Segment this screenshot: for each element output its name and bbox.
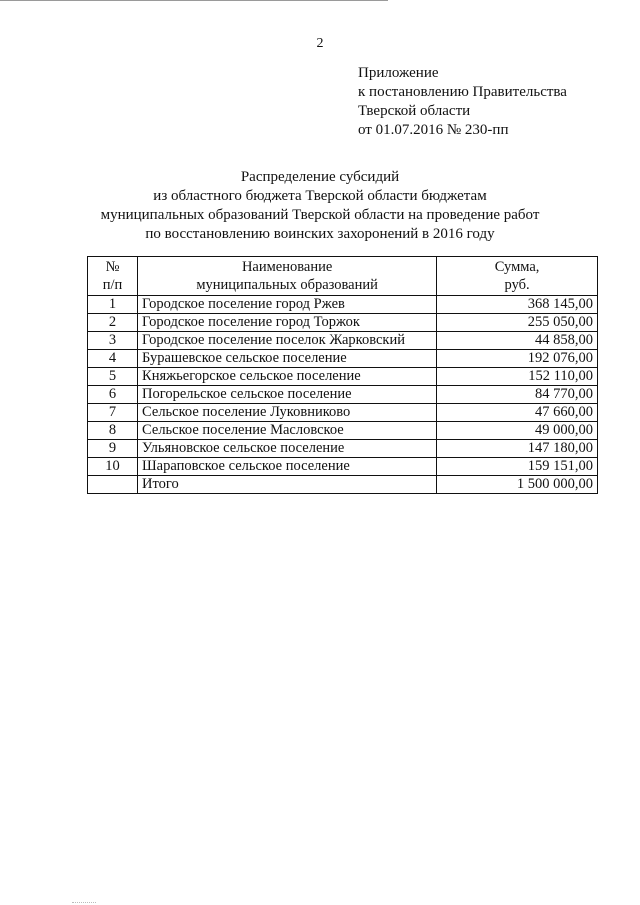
row-name: Сельское поселение Луковниково [138,404,437,422]
title-line-3: муниципальных образований Тверской области на проведение работ [100,207,540,223]
row-num: 3 [88,332,138,350]
header-sum [437,257,598,296]
row-num: 7 [88,404,138,422]
row-sum: 368 145,00 [437,296,598,314]
top-rule [0,0,388,1]
subsidies-table [87,256,598,494]
row-name: Ульяновское сельское поселение [138,440,437,458]
row-sum: 84 770,00 [437,386,598,404]
appendix-line-3: Тверской области [358,103,471,119]
header-sum-line-1: Сумма, [494,259,540,275]
table-row [88,368,598,386]
header-num-line-1: № [105,259,120,275]
title-line-4: по восстановлению воинских захоронений в 2016 году [145,226,495,242]
header-num-line-2: п/п [102,277,123,293]
row-name: Погорельское сельское поселение [138,386,437,404]
row-num: 2 [88,314,138,332]
appendix-block [358,64,567,140]
header-name [138,257,437,296]
table-total-row [88,476,598,494]
row-sum: 255 050,00 [437,314,598,332]
row-sum: 47 660,00 [437,404,598,422]
header-num [88,257,138,296]
table-row [88,350,598,368]
table-row [88,458,598,476]
row-name: Княжьегорское сельское поселение [138,368,437,386]
row-num: 6 [88,386,138,404]
row-num: 4 [88,350,138,368]
bottom-scan-mark [72,902,96,903]
table-row [88,422,598,440]
row-sum: 44 858,00 [437,332,598,350]
row-num: 9 [88,440,138,458]
row-sum: 159 151,00 [437,458,598,476]
appendix-line-4: от 01.07.2016 № 230-пп [358,122,509,138]
total-label: Итого [138,476,437,494]
page-number: 2 [316,36,324,51]
row-num: 8 [88,422,138,440]
table-row [88,404,598,422]
total-sum: 1 500 000,00 [437,476,598,494]
row-name: Городское поселение поселок Жарковский [138,332,437,350]
table-row [88,440,598,458]
row-num: 5 [88,368,138,386]
row-sum: 147 180,00 [437,440,598,458]
row-name: Бурашевское сельское поселение [138,350,437,368]
row-name: Шараповское сельское поселение [138,458,437,476]
row-num: 1 [88,296,138,314]
header-name-line-1: Наименование [241,259,333,275]
table-row [88,332,598,350]
header-name-line-2: муниципальных образований [196,277,378,293]
document-title [0,168,640,244]
table-row [88,386,598,404]
title-line-1: Распределение субсидий [240,169,400,185]
header-sum-line-2: руб. [504,277,530,293]
table-row [88,296,598,314]
row-name: Сельское поселение Масловское [138,422,437,440]
row-sum: 192 076,00 [437,350,598,368]
row-num: 10 [88,458,138,476]
table-row [88,314,598,332]
appendix-line-1: Приложение [358,65,439,81]
row-sum: 49 000,00 [437,422,598,440]
total-num [88,476,138,494]
appendix-line-2: к постановлению Правительства [358,84,567,100]
row-name: Городское поселение город Торжок [138,314,437,332]
row-name: Городское поселение город Ржев [138,296,437,314]
title-line-2: из областного бюджета Тверской области бюджетам [153,188,487,204]
table-header-row [88,257,598,296]
row-sum: 152 110,00 [437,368,598,386]
